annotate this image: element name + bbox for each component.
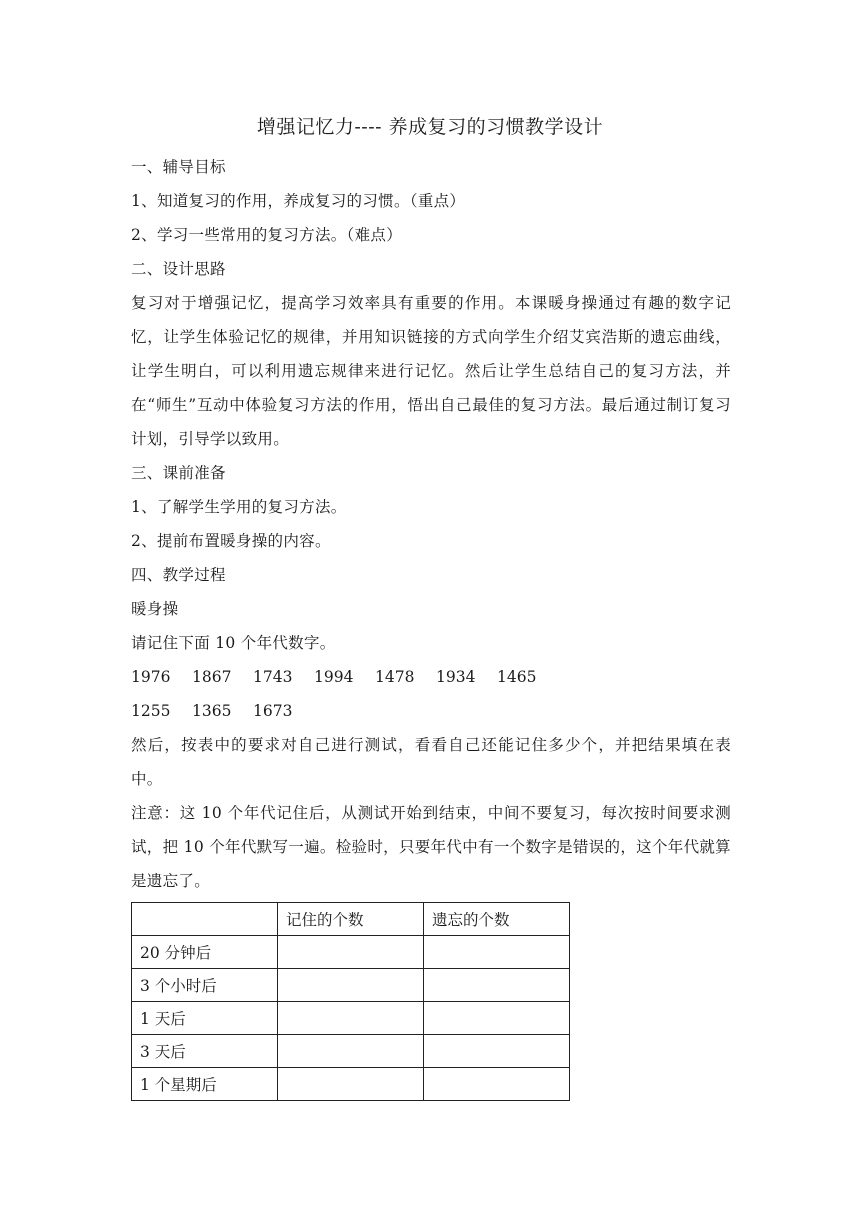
forgotten-count-cell[interactable] bbox=[424, 1002, 570, 1035]
year-value: 1994 bbox=[314, 668, 354, 686]
year-value: 1976 bbox=[131, 668, 171, 686]
prep-2: 2、提前布置暖身操的内容。 bbox=[131, 532, 331, 550]
forgotten-count-cell[interactable] bbox=[424, 936, 570, 969]
document-body bbox=[131, 150, 731, 1101]
time-label-cell: 3 个小时后 bbox=[132, 969, 278, 1002]
time-label-cell: 3 天后 bbox=[132, 1035, 278, 1068]
year-value: 1365 bbox=[192, 702, 232, 720]
table-header-cell: 记住的个数 bbox=[278, 903, 424, 936]
document-title: 增强记忆力---- 养成复习的习惯教学设计 bbox=[256, 116, 604, 138]
forgotten-count-cell[interactable] bbox=[424, 969, 570, 1002]
goals-heading: 一、辅导目标 bbox=[131, 158, 226, 176]
table-header-row bbox=[132, 903, 570, 936]
warmup-heading: 暖身操 bbox=[131, 600, 179, 618]
goal-2: 2、学习一些常用的复习方法。（难点） bbox=[131, 226, 403, 244]
time-label-cell: 1 天后 bbox=[132, 1002, 278, 1035]
year-value: 1673 bbox=[253, 702, 293, 720]
remembered-count-cell[interactable] bbox=[278, 1035, 424, 1068]
time-label-cell: 20 分钟后 bbox=[132, 936, 278, 969]
forgotten-count-cell[interactable] bbox=[424, 1068, 570, 1101]
design-heading: 二、设计思路 bbox=[131, 260, 226, 278]
goal-1: 1、知道复习的作用，养成复习的习惯。（重点） bbox=[131, 192, 466, 210]
table-row bbox=[132, 1002, 570, 1035]
year-value: 1255 bbox=[131, 702, 171, 720]
year-value: 1934 bbox=[436, 668, 476, 686]
year-value: 1465 bbox=[497, 668, 537, 686]
process-heading: 四、教学过程 bbox=[131, 566, 226, 584]
table-row bbox=[132, 969, 570, 1002]
remembered-count-cell[interactable] bbox=[278, 1002, 424, 1035]
table-header-cell bbox=[132, 903, 278, 936]
year-value: 1478 bbox=[375, 668, 415, 686]
table-row bbox=[132, 1068, 570, 1101]
years-row-2 bbox=[131, 694, 731, 728]
prep-1: 1、了解学生学用的复习方法。 bbox=[131, 498, 347, 516]
year-value: 1867 bbox=[192, 668, 232, 686]
forgotten-count-cell[interactable] bbox=[424, 1035, 570, 1068]
table-row bbox=[132, 936, 570, 969]
remembered-count-cell[interactable] bbox=[278, 1068, 424, 1101]
memory-test-table bbox=[131, 902, 570, 1101]
table-header-cell: 遗忘的个数 bbox=[424, 903, 570, 936]
remembered-count-cell[interactable] bbox=[278, 969, 424, 1002]
design-paragraph: 复习对于增强记忆，提高学习效率具有重要的作用。本课暖身操通过有趣的数字记忆，让学生体验记忆的规律，并用知识链接的方式向学生介绍艾宾浩斯的遗忘曲线，让学生明白，可以利用遗忘规律来进行记忆。然后让学生总结自己的复习方法，并在“师生”互动中体验复习方法的作用，悟出自己最佳的复习方法。最后通过制订复习计划，引导学以致用。 bbox=[131, 294, 731, 448]
prep-heading: 三、课前准备 bbox=[131, 464, 226, 482]
note-paragraph: 注意：这 10 个年代记住后，从测试开始到结束，中间不要复习，每次按时间要求测试，把 10 个年代默写一遍。检验时，只要年代中有一个数字是错误的，这个年代就算是遗忘了。 bbox=[131, 804, 731, 890]
test-instruction: 然后，按表中的要求对自己进行测试，看看自己还能记住多少个，并把结果填在表中。 bbox=[131, 736, 731, 788]
time-label-cell: 1 个星期后 bbox=[132, 1068, 278, 1101]
remembered-count-cell[interactable] bbox=[278, 936, 424, 969]
table-row bbox=[132, 1035, 570, 1068]
years-row-1 bbox=[131, 660, 731, 694]
warmup-instruction: 请记住下面 10 个年代数字。 bbox=[131, 634, 336, 652]
year-value: 1743 bbox=[253, 668, 293, 686]
